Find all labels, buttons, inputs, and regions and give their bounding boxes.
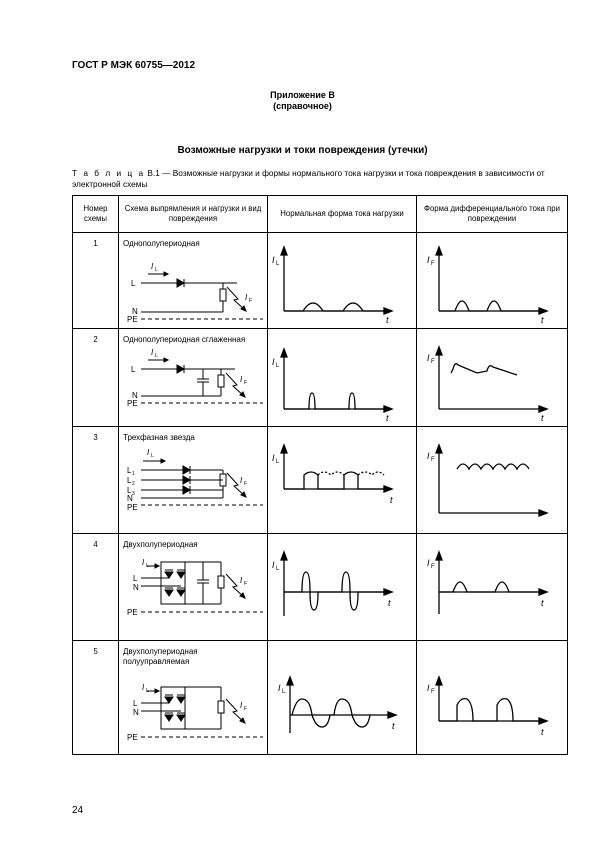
current-label-sub: L: [155, 267, 158, 273]
scheme-label: Двухполупериодная полууправляемая: [123, 647, 198, 666]
header-diff: Форма дифференциального тока при повреждении: [417, 196, 568, 233]
circuit-diagram: [123, 667, 263, 745]
current-label-sub: L: [146, 688, 149, 694]
diff-waveform: [417, 427, 567, 533]
scheme-cell: [119, 233, 268, 329]
y-axis-label-sub: L: [276, 566, 280, 572]
document-header: ГОСТ Р МЭК 60755—2012: [72, 60, 196, 71]
line3-sub: 3: [132, 491, 135, 497]
table-row: [73, 534, 568, 641]
circuit-diagram: [123, 443, 263, 523]
y-axis-label: I: [272, 255, 275, 265]
current-label-sub: L: [151, 453, 154, 459]
circuit-diagram: [123, 550, 263, 620]
x-axis-label: t: [390, 495, 393, 505]
current-label: I: [142, 558, 145, 567]
row-number: 5: [73, 641, 119, 755]
diff-waveform: [417, 641, 567, 754]
table-row: [73, 641, 568, 755]
line2-sub: 2: [132, 481, 135, 487]
scheme-cell: [119, 329, 268, 427]
scheme-label: Однополупериодная сглаженная: [123, 335, 246, 344]
neutral-label: N: [132, 391, 138, 400]
line3-label: L: [127, 486, 132, 495]
y-axis-label-sub: F: [431, 689, 435, 695]
scheme-cell: [119, 534, 268, 641]
normal-waveform-cell: [268, 233, 417, 329]
pe-label: PE: [127, 503, 138, 512]
normal-waveform-cell: [268, 427, 417, 534]
diff-waveform: [417, 534, 567, 640]
neutral-label: N: [133, 583, 139, 592]
line-label: L: [133, 574, 138, 583]
loads-table: [72, 195, 568, 755]
fault-current-label-sub: F: [244, 380, 248, 386]
y-axis-label: I: [427, 255, 430, 265]
fault-current-label: I: [240, 701, 243, 710]
neutral-label: N: [132, 307, 138, 316]
line-label: L: [131, 279, 136, 288]
normal-waveform: [268, 534, 416, 640]
fault-current-label-sub: F: [249, 298, 253, 304]
fault-current-label-sub: F: [244, 481, 248, 487]
line-label: L: [131, 365, 136, 374]
current-label-sub: L: [146, 563, 149, 569]
diff-waveform-cell: [417, 329, 568, 427]
current-label: I: [147, 448, 150, 457]
x-axis-label: t: [386, 413, 389, 423]
y-axis-label: I: [427, 353, 430, 363]
scheme-label: Трехфазная звезда: [123, 433, 195, 442]
appendix-title: Приложение В: [270, 90, 335, 100]
y-axis-label: I: [427, 558, 430, 568]
header-num: Номер схемы: [73, 196, 119, 233]
row-number: 1: [73, 233, 119, 329]
diff-waveform: [417, 233, 567, 328]
current-label: I: [151, 348, 154, 357]
scheme-label: Однополупериодная: [123, 239, 200, 248]
header-scheme: Схема выпрямления и нагрузки и вид повреждения: [119, 196, 268, 233]
fault-current-label-sub: F: [244, 706, 248, 712]
y-axis-label-sub: L: [276, 459, 280, 465]
circuit-diagram: [123, 345, 263, 408]
normal-waveform-cell: [268, 534, 417, 641]
section-title: Возможные нагрузки и токи повреждения (утечки): [177, 145, 428, 156]
row-number: 3: [73, 427, 119, 534]
y-axis-label: I: [272, 453, 275, 463]
normal-waveform: [268, 641, 416, 754]
y-axis-label: I: [427, 451, 430, 461]
neutral-label: N: [133, 708, 139, 717]
table-caption: [72, 168, 572, 190]
x-axis-label: t: [541, 727, 544, 737]
table-row: [73, 233, 568, 329]
appendix-subtitle: (справочное): [273, 101, 332, 111]
page-number: 24: [72, 805, 84, 816]
y-axis-label-sub: L: [276, 261, 280, 267]
fault-current-label-sub: F: [244, 581, 248, 587]
scheme-label: Двухполупериодная: [123, 540, 198, 549]
fault-current-label: I: [240, 375, 243, 384]
neutral-label: N: [127, 494, 133, 503]
y-axis-label-sub: F: [431, 564, 435, 570]
table-header-row: [73, 196, 568, 233]
normal-waveform: [268, 329, 416, 426]
x-axis-label: t: [388, 598, 391, 608]
normal-waveform-cell: [268, 641, 417, 755]
y-axis-label: I: [427, 683, 430, 693]
x-axis-label: t: [392, 721, 395, 731]
table-row: [73, 329, 568, 427]
table-row: [73, 427, 568, 534]
scheme-cell: [119, 427, 268, 534]
pe-label: PE: [127, 399, 138, 408]
normal-waveform-cell: [268, 329, 417, 427]
line-label: L: [133, 699, 138, 708]
diff-waveform-cell: [417, 427, 568, 534]
header-normal: Нормальная форма тока нагрузки: [268, 196, 417, 233]
current-label: I: [151, 262, 154, 271]
normal-waveform: [268, 233, 416, 328]
pe-label: PE: [127, 315, 138, 324]
fault-current-label: I: [240, 476, 243, 485]
fault-current-label: I: [245, 293, 248, 302]
x-axis-label: t: [386, 315, 389, 325]
diff-waveform: [417, 329, 567, 426]
line1-sub: 1: [132, 471, 135, 477]
circuit-diagram: [123, 249, 263, 324]
line1-label: L: [127, 466, 132, 475]
fault-current-label: I: [240, 576, 243, 585]
y-axis-label-sub: L: [282, 689, 286, 695]
x-axis-label: t: [541, 598, 544, 608]
y-axis-label: I: [272, 560, 275, 570]
row-number: 2: [73, 329, 119, 427]
x-axis-label: t: [541, 413, 544, 423]
pe-label: PE: [127, 733, 138, 742]
y-axis-label: I: [272, 357, 275, 367]
caption-text: В.1 — Возможные нагрузки и формы нормального тока нагрузки и тока повреждения в зависимости от электронной схемы: [72, 168, 545, 189]
diff-waveform-cell: [417, 641, 568, 755]
y-axis-label: I: [278, 683, 281, 693]
y-axis-label-sub: F: [431, 359, 435, 365]
diff-waveform-cell: [417, 233, 568, 329]
current-label: I: [142, 683, 145, 692]
y-axis-label-sub: L: [276, 363, 280, 369]
normal-waveform: [268, 427, 416, 533]
x-axis-label: t: [541, 315, 544, 325]
line2-label: L: [127, 476, 132, 485]
y-axis-label-sub: F: [431, 261, 435, 267]
diff-waveform-cell: [417, 534, 568, 641]
current-label-sub: L: [155, 353, 158, 359]
caption-prefix: Т а б л и ц а: [72, 168, 146, 178]
row-number: 4: [73, 534, 119, 641]
pe-label: PE: [127, 608, 138, 617]
y-axis-label-sub: F: [431, 457, 435, 463]
scheme-cell: [119, 641, 268, 755]
